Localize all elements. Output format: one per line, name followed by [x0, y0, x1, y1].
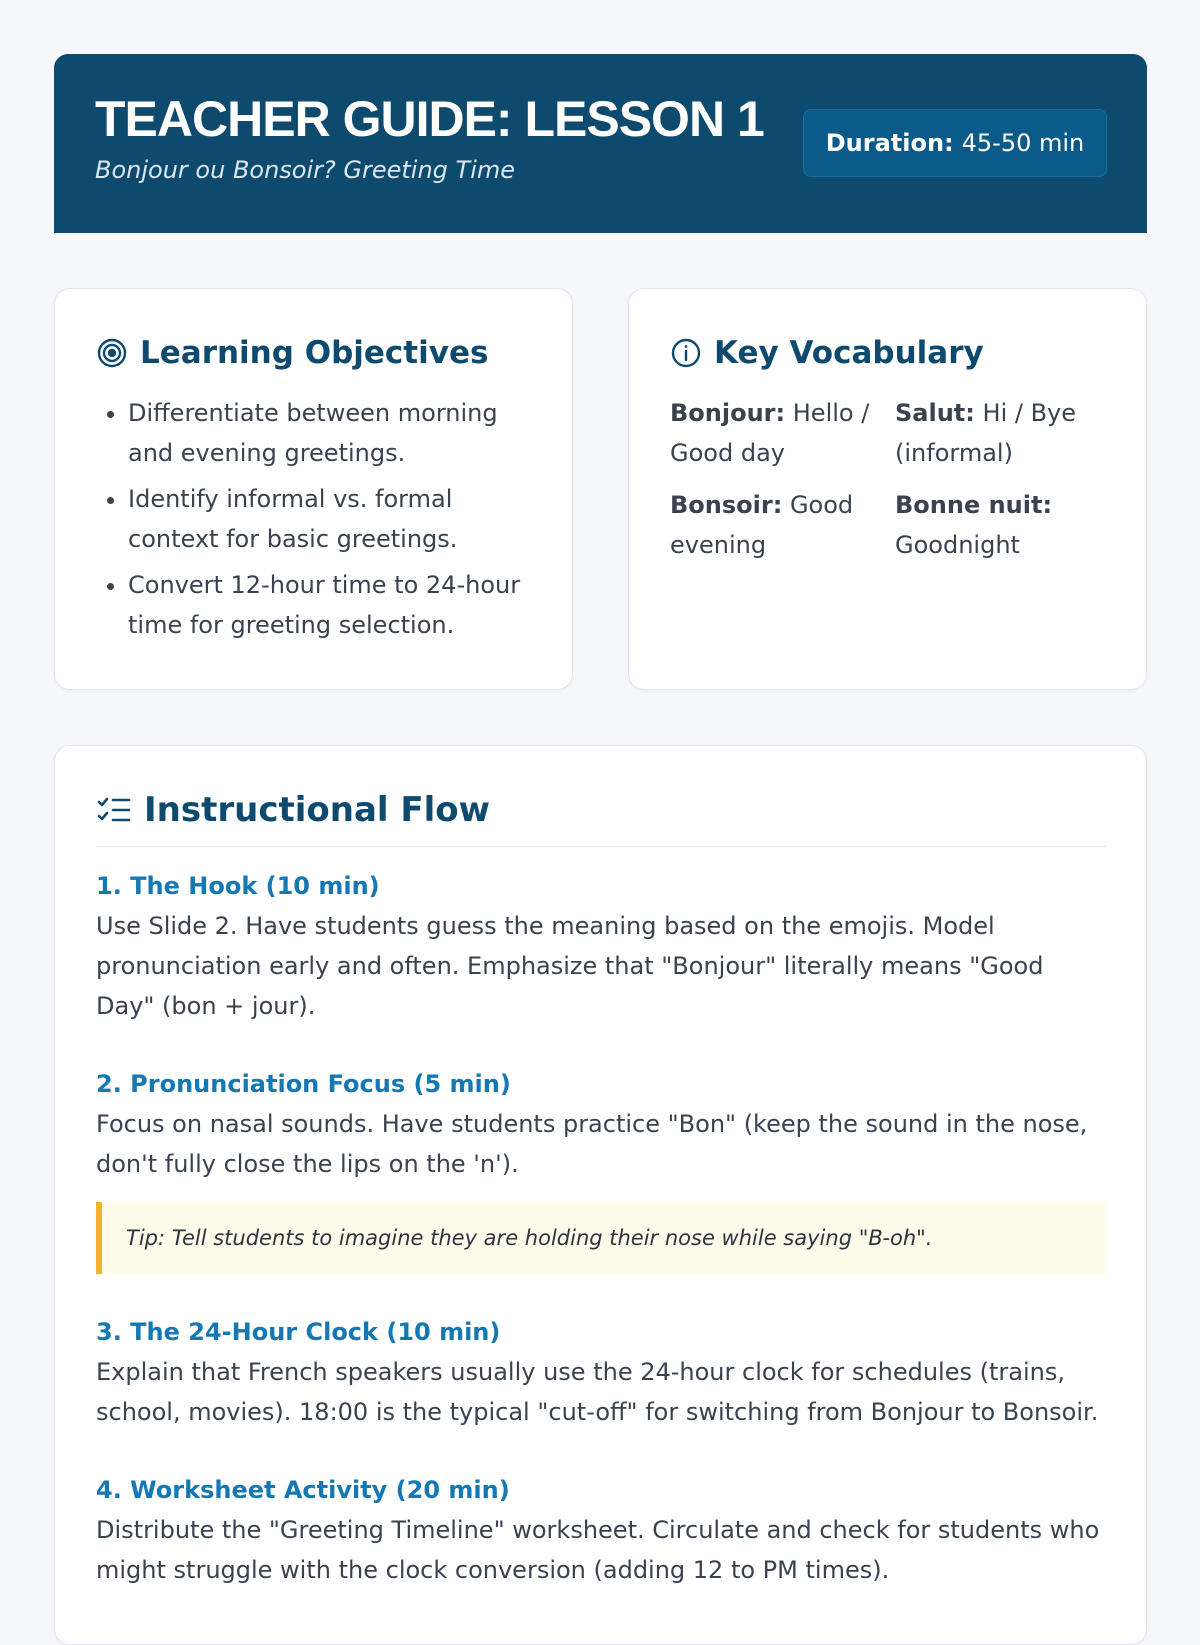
vocab-term: Bonne nuit:	[895, 491, 1053, 519]
flow-steps	[96, 866, 1106, 1628]
step-body: Use Slide 2. Have students guess the meaning based on the emojis. Model pronunciation early and often. Emphasize that "Bonjour" literally means "Good Day" (bon + jour).	[96, 912, 1044, 1020]
vocab-meaning: Good evening	[670, 491, 854, 559]
instructional-flow-card	[54, 745, 1147, 1645]
key-vocabulary-title: Key Vocabulary	[714, 335, 984, 371]
flow-step	[96, 1064, 1106, 1274]
vocab-term: Salut:	[895, 399, 975, 427]
flow-step	[96, 1470, 1106, 1590]
checklist-icon	[96, 794, 132, 826]
flow-step	[96, 1312, 1106, 1432]
vocab-meaning: Hello / Good day	[670, 399, 870, 467]
vocab-term: Bonsoir:	[670, 491, 783, 519]
instructional-flow-title: Instructional Flow	[144, 790, 491, 830]
divider	[96, 846, 1106, 847]
duration-badge	[803, 109, 1107, 177]
learning-objectives-card	[54, 288, 573, 690]
vocab-item	[670, 485, 895, 565]
learning-objectives-title: Learning Objectives	[140, 335, 489, 371]
list-item: • Identify informal vs. formal context for basic greetings.	[128, 479, 536, 559]
step-body: Distribute the "Greeting Timeline" worksheet. Circulate and check for students who might struggle with the clock conversion (adding 12 to PM times).	[96, 1516, 1100, 1584]
instructional-flow-heading	[96, 790, 490, 830]
vocab-item	[895, 393, 1110, 473]
learning-objectives-heading	[96, 335, 488, 371]
vocabulary-grid	[670, 393, 1110, 565]
duration-value: 45-50 min	[961, 129, 1085, 157]
flow-step	[96, 866, 1106, 1026]
step-title: 4. Worksheet Activity (20 min)	[96, 1476, 510, 1504]
objectives-list	[96, 393, 536, 651]
step-body: Focus on nasal sounds. Have students practice "Bon" (keep the sound in the nose, don't fully close the lips on the 'n').	[96, 1110, 1088, 1178]
vocab-meaning: Hi / Bye (informal)	[895, 399, 1077, 467]
lesson-subtitle: Bonjour ou Bonsoir? Greeting Time	[95, 156, 516, 184]
step-body: Explain that French speakers usually use the 24-hour clock for schedules (trains, school, movies). 18:00 is the typical "cut-off" for switching from Bonjour to Bonsoir.	[96, 1358, 1099, 1426]
step-title: 2. Pronunciation Focus (5 min)	[96, 1070, 511, 1098]
tip-callout: Tip: Tell students to imagine they are holding their nose while saying "B-oh".	[96, 1202, 1106, 1274]
list-item: • Differentiate between morning and evening greetings.	[128, 393, 536, 473]
step-title: 1. The Hook (10 min)	[96, 872, 380, 900]
target-icon	[96, 337, 128, 369]
info-icon	[670, 337, 702, 369]
key-vocabulary-card	[628, 288, 1147, 690]
step-title: 3. The 24-Hour Clock (10 min)	[96, 1318, 501, 1346]
vocab-meaning: Goodnight	[895, 531, 1020, 559]
list-item: • Convert 12-hour time to 24-hour time for greeting selection.	[128, 565, 536, 645]
page-title: TEACHER GUIDE: LESSON 1	[95, 91, 764, 147]
key-vocabulary-heading	[670, 335, 984, 371]
lesson-header	[54, 54, 1147, 233]
vocab-item	[670, 393, 895, 473]
vocab-term: Bonjour:	[670, 399, 786, 427]
duration-label: Duration:	[825, 129, 954, 157]
vocab-item	[895, 485, 1110, 565]
